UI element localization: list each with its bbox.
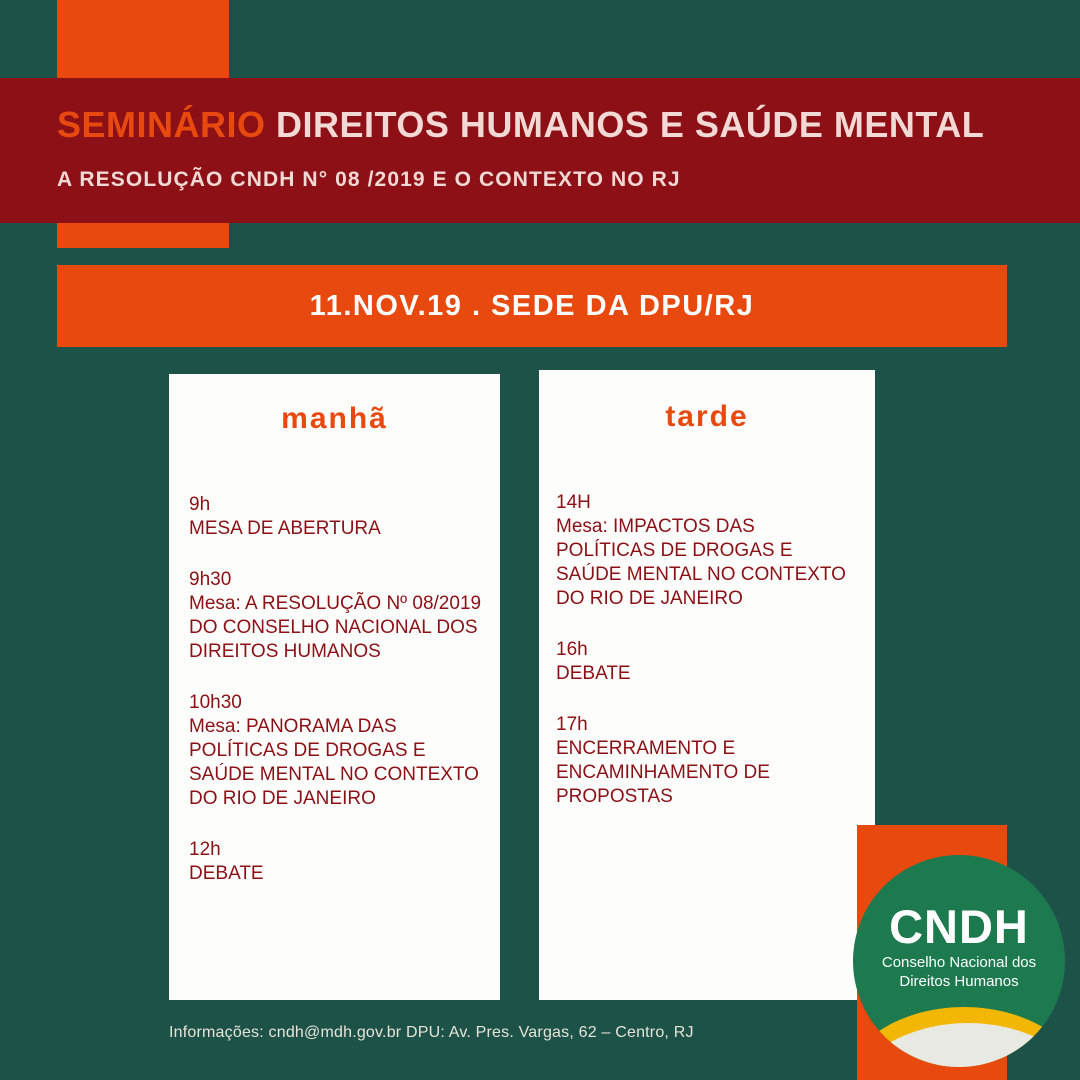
header-band bbox=[0, 78, 1080, 223]
slot-time: 9h bbox=[189, 494, 211, 515]
morning-slot-list bbox=[169, 492, 500, 886]
slot-time: 9h30 bbox=[189, 569, 232, 590]
afternoon-title: tarde bbox=[665, 400, 749, 433]
page-title bbox=[57, 104, 1080, 146]
slot-time: 17h bbox=[556, 714, 588, 735]
list-item bbox=[556, 712, 855, 809]
slot-description: Mesa: A RESOLUÇÃO Nº 08/2019 DO CONSELHO NACIONAL DOS DIREITOS HUMANOS bbox=[189, 593, 482, 662]
logo-name-line1: Conselho Nacional dos bbox=[881, 954, 1037, 971]
slot-time: 14H bbox=[556, 492, 591, 513]
list-item bbox=[556, 637, 855, 686]
logo-name-line2: Direitos Humanos bbox=[899, 973, 1019, 990]
slot-description: Mesa: PANORAMA DAS POLÍTICAS DE DROGAS E SAÚDE MENTAL NO CONTEXTO DO RIO DE JANEIRO bbox=[189, 716, 479, 809]
slot-description: ENCERRAMENTO E ENCAMINHAMENTO DE PROPOSTAS bbox=[556, 738, 770, 807]
schedule-card-morning bbox=[169, 374, 500, 1000]
list-item bbox=[189, 492, 482, 541]
list-item bbox=[189, 690, 482, 811]
slot-time: 12h bbox=[189, 839, 221, 860]
morning-title: manhã bbox=[281, 402, 388, 435]
afternoon-slot-list bbox=[539, 490, 875, 809]
logo-name bbox=[853, 953, 1065, 991]
list-item bbox=[556, 490, 855, 611]
slot-time: 16h bbox=[556, 639, 588, 660]
footer-contact-info: Informações: cndh@mdh.gov.br DPU: Av. Pres. Vargas, 62 – Centro, RJ bbox=[169, 1024, 694, 1041]
list-item bbox=[189, 567, 482, 664]
logo-acronym: CNDH bbox=[889, 900, 1029, 953]
slot-time: 10h30 bbox=[189, 692, 242, 713]
title-accent-word: SEMINÁRIO bbox=[57, 104, 266, 145]
list-item bbox=[189, 837, 482, 886]
date-location-text: 11.NOV.19 . SEDE DA DPU/RJ bbox=[309, 289, 755, 322]
slot-description: DEBATE bbox=[189, 863, 264, 884]
date-location-bar bbox=[57, 265, 1007, 347]
title-rest: DIREITOS HUMANOS E SAÚDE MENTAL bbox=[276, 104, 985, 145]
slot-description: DEBATE bbox=[556, 663, 631, 684]
schedule-card-afternoon bbox=[539, 370, 875, 1000]
slot-description: Mesa: IMPACTOS DAS POLÍTICAS DE DROGAS E SAÚDE MENTAL NO CONTEXTO DO RIO DE JANEIRO bbox=[556, 516, 846, 609]
cndh-logo bbox=[853, 855, 1065, 1067]
slot-description: MESA DE ABERTURA bbox=[189, 518, 381, 539]
page-subtitle: A RESOLUÇÃO CNDH N° 08 /2019 E O CONTEXTO NO RJ bbox=[57, 168, 681, 191]
